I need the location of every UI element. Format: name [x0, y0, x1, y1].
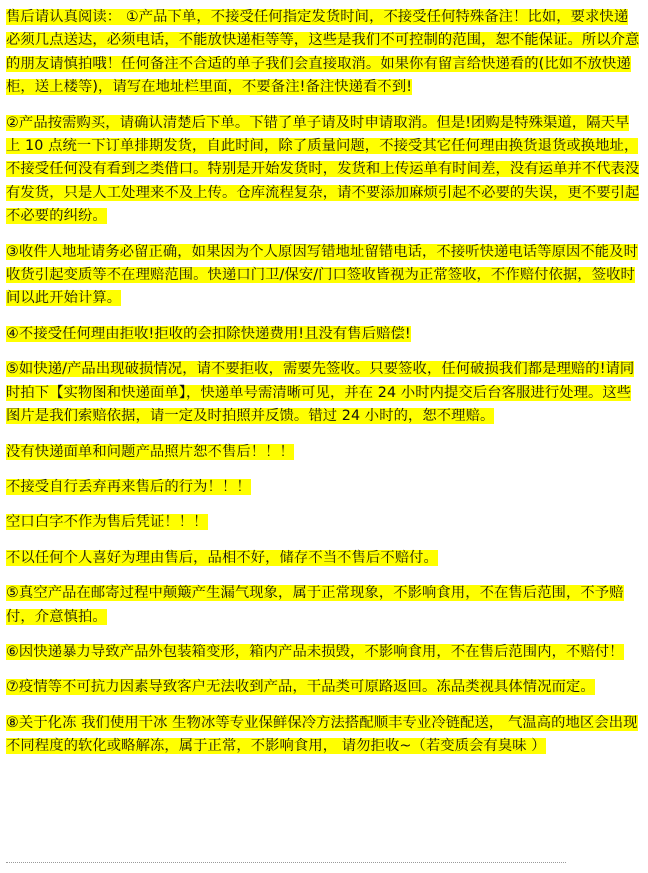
paragraph-text: 不以任何个人喜好为理由售后，品相不好，储存不当不售后不赔付。	[6, 549, 438, 566]
dotted-divider	[6, 862, 566, 864]
notice-paragraph-1	[6, 6, 642, 100]
notice-paragraph-10	[6, 582, 642, 629]
notice-paragraph-3	[6, 241, 642, 311]
paragraph-text: ⑤如快递/产品出现破损情况，请不要拒收，需要先签收。只要签收，任何破损我们都是理赔的!请同时拍下【实物图和快递面单】，快递单号需清晰可见，并在 24 小时内提交后台客服进行处理。这些图片是我们索赔依据，请一定及时拍照并反馈。错过 24 小时的，恕不理赔。	[6, 361, 635, 425]
paragraph-text: 空口白字不作为售后凭证！！！	[6, 514, 208, 531]
paragraph-text: 不接受自行丢弃再来售后的行为！！！	[6, 478, 251, 495]
paragraph-text: ⑧关于化冻 我们使用干冰 生物冰等专业保鲜保冷方法搭配顺丰专业冷链配送， 气温高的地区会出现不同程度的软化或略解冻，属于正常，不影响食用， 请勿拒收~（若变质会有臭味 ）	[6, 714, 638, 755]
notice-paragraph-6	[6, 441, 642, 464]
notice-paragraph-2	[6, 112, 642, 229]
paragraph-text: 售后请认真阅读： ①产品下单，不接受任何指定发货时间，不接受任何特殊备注！比如，要求快递必须几点送达，必须电话，不能放快递柜等等，这些是我们不可控制的范围，恕不能保证。所以介意的朋友请慎拍哦！任何备注不合适的单子我们会直接取消。如果你有留言给快递看的(比如不放快递柜，送上楼等)，请写在地址栏里面，不要备注!备注快递看不到!	[6, 9, 640, 96]
notice-paragraph-4	[6, 323, 642, 346]
notice-paragraph-12	[6, 676, 642, 699]
paragraph-text: ⑥因快递暴力导致产品外包装箱变形，箱内产品未损毁，不影响食用，不在售后范围内，不赔付！	[6, 643, 624, 660]
notice-paragraph-7	[6, 476, 642, 499]
notice-paragraph-8	[6, 511, 642, 534]
paragraph-text: ④不接受任何理由拒收!拒收的会扣除快递费用!且没有售后赔偿!	[6, 325, 411, 342]
notice-paragraph-11	[6, 641, 642, 664]
paragraph-text: ③收件人地址请务必留正确，如果因为个人原因写错地址留错电话，不接听快递电话等原因不能及时收货引起变质等不在理赔范围。快递口门卫/保安/门口签收皆视为正常签收，不作赔付依据，签收时间以此开始计算。	[6, 243, 638, 307]
paragraph-text: ⑦疫情等不可抗力因素导致客户无法收到产品，干品类可原路返回。冻品类视具体情况而定。	[6, 679, 595, 696]
notice-paragraph-9	[6, 547, 642, 570]
paragraph-text: 没有快递面单和问题产品照片恕不售后！！！	[6, 443, 294, 460]
notice-paragraph-13	[6, 712, 642, 759]
paragraph-text: ⑤真空产品在邮寄过程中颠簸产生漏气现象，属于正常现象，不影响食用，不在售后范围，不予赔付，介意慎拍。	[6, 585, 624, 625]
notice-paragraph-5	[6, 358, 642, 428]
paragraph-text: ②产品按需购买，请确认清楚后下单。下错了单子请及时申请取消。但是!团购是特殊渠道，隔天早上 10 点统一下订单排期发货，自此时间，除了质量问题，不接受其它任何理由换货退货或换地址，不接受任何没有看到之类借口。特别是开始发货时，发货和上传运单有时间差，没有运单并不代表没有发货，只是人工处理来不及上传。仓库流程复杂，请不要添加麻烦引起不必要的失误，更不要引起不必要的纠纷。	[6, 114, 640, 225]
